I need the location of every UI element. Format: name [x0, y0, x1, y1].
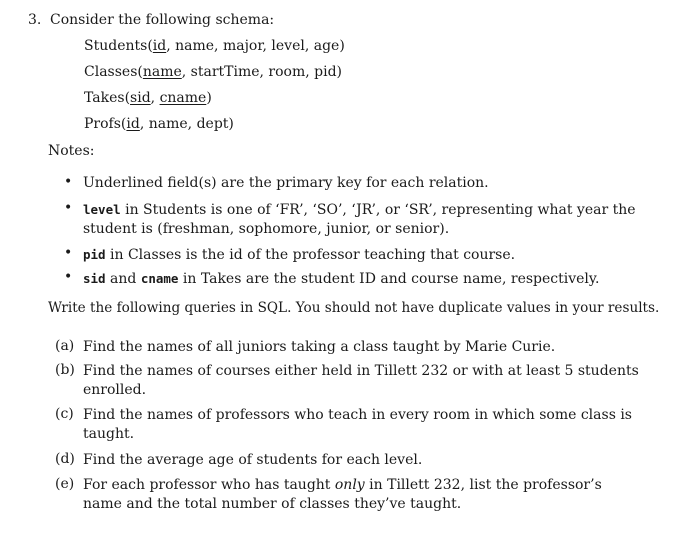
note-item: sid and cname in Takes are the student ID and course name, respectively.	[83, 271, 600, 287]
query-label: (a)	[55, 338, 75, 354]
note-item: Underlined field(s) are the primary key for each relation.	[83, 175, 489, 191]
query-text: Find the names of all juniors taking a class taught by Marie Curie.	[83, 339, 556, 355]
query-label: (b)	[55, 362, 75, 378]
query-text: Find the names of courses either held in Tillett 232 or with at least 5 students enrolled.	[83, 363, 639, 398]
instruction-text: Write the following queries in SQL. You should not have duplicate values in your results.	[48, 300, 660, 316]
note-item: pid in Classes is the id of the professor teaching that course.	[83, 247, 516, 263]
bullet-icon: •	[64, 245, 73, 261]
schema-classes: Classes(name, startTime, room, pid)	[84, 64, 343, 80]
query-text: For each professor who has taught only in Tillett 232, list the professor’s name and the total number of classes they’ve taught.	[83, 477, 602, 512]
schema-profs: Profs(id, name, dept)	[84, 116, 234, 132]
schema-takes: Takes(sid, cname)	[84, 90, 212, 106]
query-label: (c)	[55, 406, 74, 422]
bullet-icon: •	[64, 269, 73, 285]
bullet-icon: •	[64, 200, 73, 216]
query-text: Find the names of professors who teach in every room in which some class is taught.	[83, 407, 632, 442]
problem-number: 3.	[28, 12, 42, 28]
problem-intro: Consider the following schema:	[50, 12, 275, 28]
query-label: (d)	[55, 451, 75, 467]
bullet-icon: •	[64, 174, 73, 190]
schema-students: Students(id, name, major, level, age)	[84, 38, 345, 54]
query-label: (e)	[55, 476, 75, 492]
query-text: Find the average age of students for each level.	[83, 452, 423, 468]
note-item: level in Students is one of ‘FR’, ‘SO’, ‘JR’, or ‘SR’, representing what year the student is (freshman, sophomore, junior, or senior).	[83, 202, 636, 237]
notes-heading: Notes:	[48, 143, 95, 159]
